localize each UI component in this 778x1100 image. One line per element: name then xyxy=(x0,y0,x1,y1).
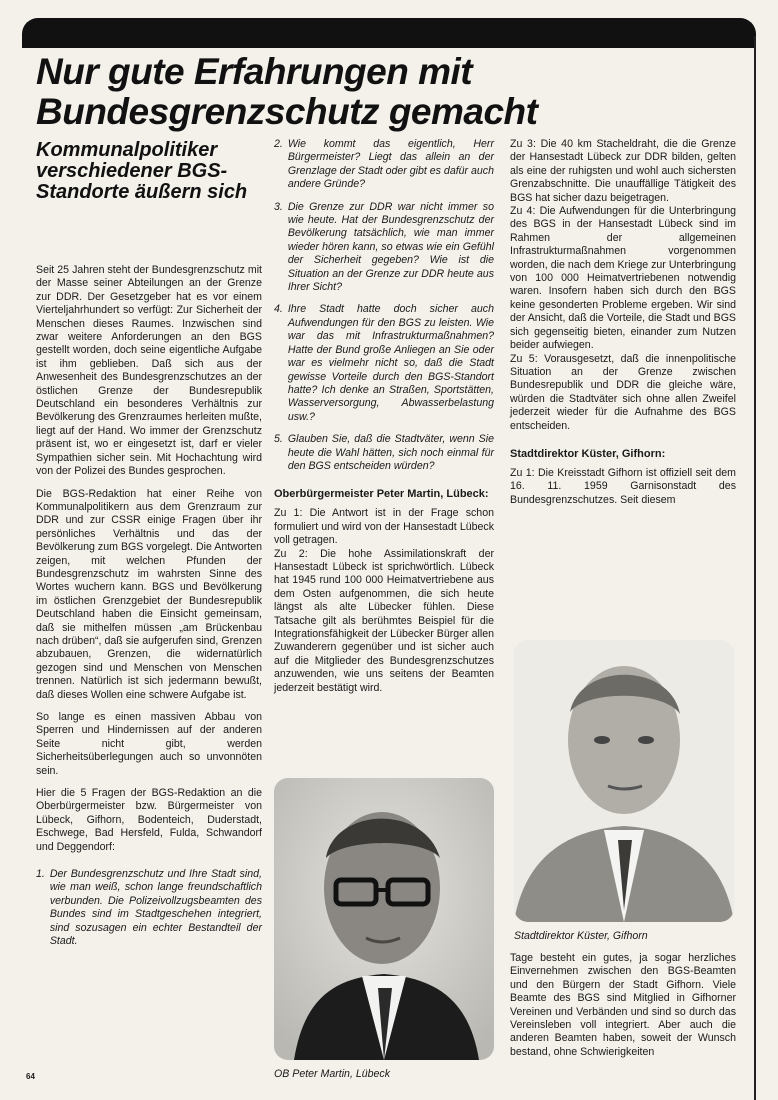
interviewee-gifhorn: Stadtdirektor Küster, Gifhorn: xyxy=(510,447,666,460)
answer-paragraph: Zu 3: Die 40 km Stacheldraht, die die Grenze der Hansestadt Lübeck zur DDR bilden, gelten als eine der ruhigsten und wohl auch sichersten Grenzabschnitte. Die unauffällige Tätigkeit des BGS hat sicher dazu beigetragen. xyxy=(510,138,736,204)
answer-paragraph: Zu 1: Die Antwort ist in der Frage schon formuliert und wird von der Hansestadt Lübeck voll getragen. xyxy=(274,507,494,547)
question-2 xyxy=(274,138,494,192)
column-2 xyxy=(274,138,494,704)
question-5 xyxy=(274,433,494,473)
question-number: 3. xyxy=(274,200,283,213)
header-bar xyxy=(22,18,756,48)
portrait-photo-kuester xyxy=(514,640,734,922)
interviewee-luebeck: Oberbürgermeister Peter Martin, Lübeck: xyxy=(274,488,489,501)
intro-paragraph: So lange es einen massiven Abbau von Sperren und Hindernissen auf der anderen Seite nicht gibt, werden Sicherheitsüberlegungen auch so unvonnöten sein. xyxy=(36,711,262,777)
portrait-photo-martin xyxy=(274,778,494,1060)
photo-caption-kuester: Stadtdirektor Küster, Gifhorn xyxy=(514,930,648,942)
question-4 xyxy=(274,303,494,424)
article-headline: Nur gute Erfahrungen mit Bundesgrenzschutz gemacht xyxy=(36,51,538,132)
question-number: 5. xyxy=(274,433,283,446)
intro-paragraph: Seit 25 Jahren steht der Bundesgrenzschutz mit der Masse seiner Abteilungen an der Grenze zur DDR. Der Gesetzgeber hat es vor einem Vierteljahrhundert so verfügt: Zur Sicherheit der Menschen dieses Raumes. Inzwischen sind zwar weitere Anforderungen an den BGS gestellt worden, doch seine eigentliche Aufgabe ist ihm geblieben. Daß sich aus der Anwesenheit des Bundesgrenzschutzes an der östlichen Grenze der Bundesrepublik Deutschland ein besonderes Verhältnis zur Bevölkerung des Grenzraumes herleiten mußte, liegt auf der Hand. Wo immer der Grenzschutz präsent ist, wo er eingesetzt ist, darf er vieler Sympathien sicher sein. Mit Hochachtung wird von der Polizei des Bundes gesprochen. xyxy=(36,264,262,478)
intro-paragraph: Die BGS-Redaktion hat einer Reihe von Kommunalpolitikern aus dem Grenzraum zur DDR und zur CSSR einige Fragen über ihr persönliches Verhältnis und das der Bevölkerung zum BGS vorgelegt. Die Antworten zeigen, mit welchen Pfunden der Bundesgrenzschutz im wahrsten Sinne des Wortes wuchern kann. BGS und Bevölkerung im östlichen Grenzgebiet der Bundesrepublik Deutschland haben die Einsicht gemeinsam, daß sie mithelfen müssen „am Brückenbau nach drüben“, daß sie aufgerufen sind, Grenzen abzubauen, Grenzen, die widernatürlich gezogen sind und Menschen von Menschen trennen. Natürlich ist sich jedermann bewußt, daß dieses Wollen eine schwere Aufgabe ist. xyxy=(36,487,262,701)
question-3 xyxy=(274,201,494,295)
question-text: Wie kommt das eigentlich, Herr Bürgermeister? Liegt das allein an der Grenzlage der Stadt oder gibt es dafür auch andere Gründe? xyxy=(287,138,494,191)
answer-paragraph: Zu 4: Die Aufwendungen für die Unterbringung des BGS in der Hansestadt Lübeck sind im Rahmen der allgemeinen Infrastrukturmaßnahmen vorgenommen worden, die nach dem Kriege zur Unterbringung von 100 000 Heimatvertriebenen notwendig waren. Insofern haben sich durch den BGS keine gesonderten Probleme ergeben. Wir sind der Ansicht, daß die Vorteile, die Stadt und BGS sich gegenseitig bieten, einander zum Nutzen beider aufwiegen. xyxy=(510,205,736,352)
answer-paragraph: Zu 5: Vorausgesetzt, daß die innenpolitische Situation an der Grenze zwischen Bundesrepublik und DDR die gleiche wäre, würden die Stadtväter sich ohne allen Zweifel jederzeit wieder für die Aufnahme des BGS entscheiden. xyxy=(510,352,736,432)
answer-paragraph: Zu 2: Die hohe Assimilationskraft der Hansestadt Lübeck ist sprichwörtlich. Lübeck hat 1945 rund 100 000 Heimatvertriebene aus dem Osten aufgenommen, die sich heute längst als alte Lübecker fühlen. Diese Tatsache gilt als berühmtes Beispiel für die Integrationsfähigkeit der Lübecker Bürger allen Zuwanderern gegenüber und ist sicher auch auf die Mitglieder des Bundesgrenzschutzes anzuwenden, wie uns seitens der Beamten jederzeit bestätigt wird. xyxy=(274,547,494,694)
question-text: Glauben Sie, daß die Stadtväter, wenn Sie heute die Wahl hätten, sich noch einmal für den BGS entscheiden würden? xyxy=(287,433,494,472)
question-number: 1. xyxy=(36,868,45,881)
column-3-continued xyxy=(510,952,736,1068)
photo-caption-martin: OB Peter Martin, Lübeck xyxy=(274,1068,390,1080)
page-edge-rule xyxy=(754,36,756,1100)
question-number: 2. xyxy=(274,138,283,150)
intro-paragraph: Hier die 5 Fragen der BGS-Redaktion an die Oberbürgermeister bzw. Bürgermeister von Lübeck, Gifhorn, Bodenteich, Duderstadt, Eschwege, Bad Hersfeld, Fulda, Schwandorf und Deggendorf: xyxy=(36,787,262,853)
page-number: 64 xyxy=(26,1072,35,1081)
article-subhead: Kommunalpolitiker verschiedener BGS-Standorte äußern sich xyxy=(36,139,248,203)
question-text: Der Bundesgrenzschutz und Ihre Stadt sind, wie man weiß, schon lange freundschaftlich verbunden. Die Polizeivollzugsbeamten des Bundes sind im Stadtgeschehen integriert, sind sozusagen ein echter Bestandteil der Stadt. xyxy=(49,868,262,948)
column-3 xyxy=(510,138,736,516)
column-1 xyxy=(36,264,262,958)
answer-paragraph: Tage besteht ein gutes, ja sogar herzliches Einvernehmen zwischen den BGS-Beamten und den Bürgern der Stadt Gifhorn. Viele Beamte des BGS sind Mitglied in Gifhorner Vereinen und Verbänden und sind so durch das Vereinsleben voll integriert. Aber auch die anderen Beamten haben, soweit der Wunsch bestand, ohne Schwierigkeiten xyxy=(510,952,736,1058)
question-1 xyxy=(36,868,262,948)
question-number: 4. xyxy=(274,303,283,316)
answer-paragraph: Zu 1: Die Kreisstadt Gifhorn ist offiziell seit dem 16. 11. 1959 Garnisonstadt des Bundesgrenzschutzes. Seit diesem xyxy=(510,466,736,506)
question-text: Die Grenze zur DDR war nicht immer so wie heute. Hat der Bundesgrenzschutz der Bevölkerung tatsächlich, wie man immer wieder hören kann, so etwas wie ein Gefühl der Sicherheit gegeben? Wie ist die Situation an der Grenze zur DDR heute aus Ihrer Sicht? xyxy=(287,200,494,294)
question-text: Ihre Stadt hatte doch sicher auch Aufwendungen für den BGS zu leisten. Wie war das mit Infrastrukturmaßnahmen? Hatte der Bund große Anliegen an Sie oder war es vielmehr nicht so, daß die Stadt gewisse Vorteile durch den BGS-Standort hatte? Ich denke an Straßen, Sportstätten, Wasserversorgung, Abwasserbelastung usw.? xyxy=(287,303,494,423)
